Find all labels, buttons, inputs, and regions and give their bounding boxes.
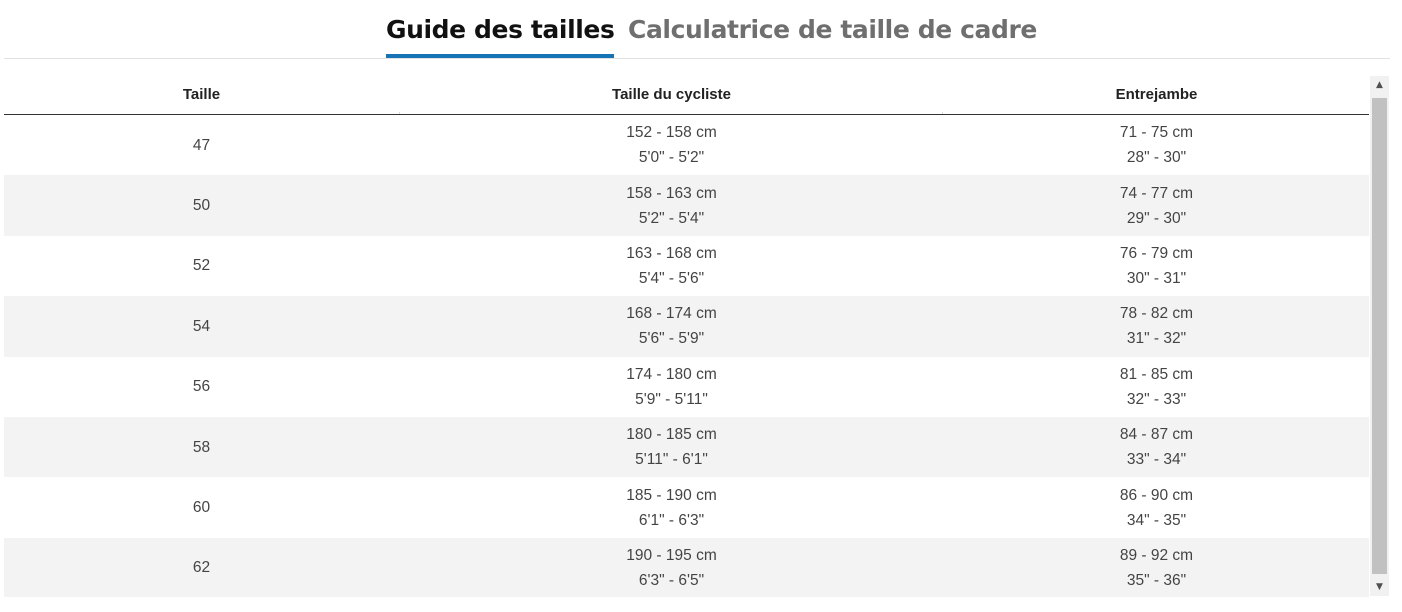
rider-height-cell [399,538,944,597]
tab-size-guide[interactable]: Guide des tailles [386,15,615,44]
inseam-cm: 81 - 85 cm [1119,365,1194,383]
size-value: 56 [192,378,211,396]
table-row [4,296,1369,356]
inseam-in: 35" - 36" [1126,571,1187,589]
table-row [4,417,1369,477]
size-cell [4,175,399,235]
rider-height-cm: 163 - 168 cm [626,244,717,262]
header-size: Taille [182,86,221,103]
inseam-in: 29" - 30" [1126,209,1187,227]
size-cell [4,357,399,417]
size-cell [4,538,399,597]
table-row [4,175,1369,235]
size-value: 60 [192,499,211,517]
inseam-cell [944,357,1369,417]
size-cell [4,296,399,356]
rider-height-cell [399,477,944,537]
size-cell [4,236,399,296]
header-rider-height: Taille du cycliste [612,86,731,103]
rider-height-cm: 168 - 174 cm [626,305,717,323]
inseam-in: 34" - 35" [1126,511,1187,529]
rider-height-ft: 6'3" - 6'5" [638,571,705,589]
table-row [4,357,1369,417]
size-value: 54 [192,317,211,335]
tab-bar [4,0,1390,59]
column-divider [942,112,943,114]
inseam-in: 30" - 31" [1126,269,1187,287]
rider-height-cm: 190 - 195 cm [626,546,717,564]
inseam-in: 28" - 30" [1126,149,1187,167]
inseam-cm: 84 - 87 cm [1119,426,1194,444]
size-value: 50 [192,197,211,215]
vertical-scrollbar[interactable] [1370,76,1389,596]
inseam-cell [944,175,1369,235]
rider-height-ft: 5'2" - 5'4" [638,209,705,227]
size-cell [4,477,399,537]
rider-height-cell [399,115,944,175]
inseam-cm: 76 - 79 cm [1119,244,1194,262]
table-row [4,538,1369,597]
size-value: 52 [192,257,211,275]
size-value: 62 [192,559,211,577]
inseam-cell [944,538,1369,597]
rider-height-ft: 5'6" - 5'9" [638,330,705,348]
rider-height-cm: 180 - 185 cm [626,426,717,444]
tab-frame-size-calculator[interactable]: Calculatrice de taille de cadre [628,15,1037,44]
table-row [4,477,1369,537]
inseam-in: 31" - 32" [1126,330,1187,348]
size-table[interactable] [4,74,1369,597]
inseam-cell [944,477,1369,537]
header-inseam: Entrejambe [1115,86,1198,103]
table-row [4,236,1369,296]
rider-height-ft: 5'11" - 6'1" [635,451,708,469]
caret-up-icon[interactable]: ▲ [1376,80,1383,90]
rider-height-ft: 5'9" - 5'11" [635,390,708,408]
inseam-cell [944,236,1369,296]
inseam-cell [944,417,1369,477]
size-value: 58 [192,438,211,456]
rider-height-cm: 152 - 158 cm [626,124,717,142]
rider-height-cm: 174 - 180 cm [626,365,717,383]
rider-height-cell [399,296,944,356]
inseam-cm: 74 - 77 cm [1119,184,1194,202]
inseam-in: 33" - 34" [1126,451,1187,469]
size-cell [4,115,399,175]
rider-height-ft: 5'0" - 5'2" [638,149,705,167]
rider-height-ft: 5'4" - 5'6" [638,269,705,287]
rider-height-cell [399,357,944,417]
inseam-cm: 86 - 90 cm [1119,486,1194,504]
inseam-cell [944,296,1369,356]
inseam-cell [944,115,1369,175]
rider-height-cm: 185 - 190 cm [626,486,717,504]
inseam-cm: 71 - 75 cm [1119,124,1194,142]
rider-height-cm: 158 - 163 cm [626,184,717,202]
size-cell [4,417,399,477]
rider-height-cell [399,175,944,235]
rider-height-ft: 6'1" - 6'3" [638,511,705,529]
rider-height-cell [399,236,944,296]
caret-down-icon[interactable]: ▼ [1376,582,1383,592]
inseam-in: 32" - 33" [1126,390,1187,408]
scrollbar-thumb[interactable] [1372,98,1387,574]
table-row [4,115,1369,175]
column-divider [399,112,400,114]
inseam-cm: 89 - 92 cm [1119,546,1194,564]
inseam-cm: 78 - 82 cm [1119,305,1194,323]
size-value: 47 [192,136,211,154]
rider-height-cell [399,417,944,477]
table-header [4,74,1369,115]
